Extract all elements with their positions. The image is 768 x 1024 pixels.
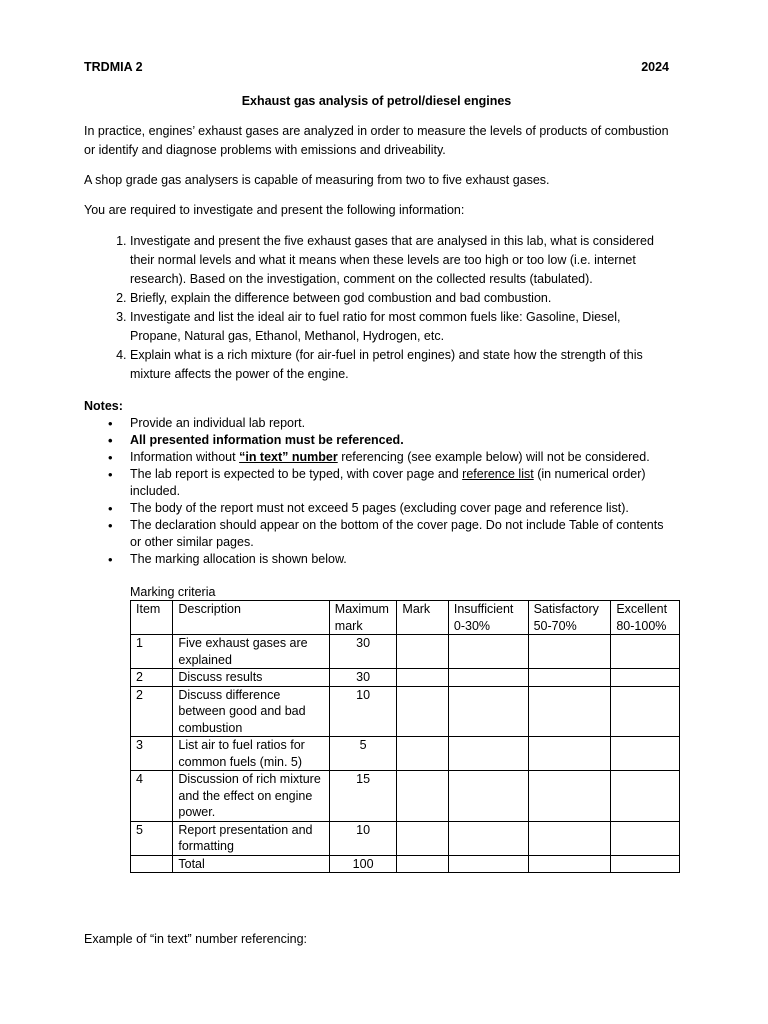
cell-insufficient — [448, 821, 528, 855]
cell-max: 100 — [329, 855, 397, 873]
intro-paragraph-2: A shop grade gas analysers is capable of measuring from two to five exhaust gases. — [84, 173, 550, 187]
note-text: Information without — [130, 450, 240, 464]
marking-criteria-label: Marking criteria — [130, 585, 216, 599]
cell-max: 15 — [329, 771, 397, 822]
year: 2024 — [641, 60, 669, 74]
cell-description: Discuss difference between good and bad combustion — [173, 686, 329, 737]
cell-item: 3 — [131, 737, 173, 771]
cell-satisfactory — [528, 737, 611, 771]
note-item: • Provide an individual lab report. — [130, 415, 669, 432]
cell-description: Discussion of rich mixture and the effect on engine power. — [173, 771, 329, 822]
document-page — [84, 60, 669, 873]
cell-satisfactory — [528, 855, 611, 873]
notes-heading: Notes: — [84, 399, 123, 413]
header-description: Description — [173, 601, 329, 635]
course-code: TRDMIA 2 — [84, 60, 143, 74]
cell-item: 4 — [131, 771, 173, 822]
header-maximum-mark: Maximum mark — [329, 601, 397, 635]
note-item — [130, 466, 669, 500]
note-text: The lab report is expected to be typed, with cover page and — [130, 467, 463, 481]
header-insufficient: Insufficient 0-30% — [448, 601, 528, 635]
cell-max: 30 — [329, 635, 397, 669]
cell-excellent — [611, 669, 680, 687]
cell-mark — [397, 855, 448, 873]
task-item: 4. Explain what is a rich mixture (for air-fuel in petrol engines) and state how the strength of this mixture affects the power of the engine. — [130, 346, 669, 384]
cell-excellent — [611, 737, 680, 771]
header-mark: Mark — [397, 601, 448, 635]
cell-mark — [397, 669, 448, 687]
cell-insufficient — [448, 669, 528, 687]
notes-list — [84, 415, 669, 568]
cell-mark — [397, 821, 448, 855]
cell-description: Total — [173, 855, 329, 873]
table-total-row — [131, 855, 680, 873]
task-item: 2. Briefly, explain the difference between god combustion and bad combustion. — [130, 289, 669, 308]
note-item: • All presented information must be referenced. — [130, 432, 669, 449]
intro-paragraph-3: You are required to investigate and present the following information: — [84, 203, 465, 217]
cell-satisfactory — [528, 771, 611, 822]
cell-description: Report presentation and formatting — [173, 821, 329, 855]
task-item: 1. Investigate and present the five exhaust gases that are analysed in this lab, what is considered their normal levels and what it means when these levels are too high or too low (i.e. internet research). Based on the investigation, comment on the collected results (tabulated). — [130, 232, 669, 289]
cell-max: 10 — [329, 686, 397, 737]
table-row — [131, 771, 680, 822]
table-row — [131, 737, 680, 771]
cell-excellent — [611, 771, 680, 822]
cell-insufficient — [448, 737, 528, 771]
note-item — [130, 449, 669, 466]
table-header-row — [131, 601, 680, 635]
cell-excellent — [611, 821, 680, 855]
note-item: • The marking allocation is shown below. — [130, 551, 669, 568]
cell-mark — [397, 635, 448, 669]
cell-mark — [397, 737, 448, 771]
example-heading: Example of “in text” number referencing: — [84, 932, 308, 946]
cell-satisfactory — [528, 686, 611, 737]
cell-insufficient — [448, 771, 528, 822]
header-satisfactory: Satisfactory 50-70% — [528, 601, 611, 635]
cell-max: 5 — [329, 737, 397, 771]
document-header — [84, 60, 669, 78]
table-row — [131, 686, 680, 737]
header-item: Item — [131, 601, 173, 635]
cell-max: 30 — [329, 669, 397, 687]
cell-item: 2 — [131, 686, 173, 737]
note-emphasis: reference list — [462, 467, 534, 481]
cell-max: 10 — [329, 821, 397, 855]
marking-table — [130, 600, 680, 873]
cell-item — [131, 855, 173, 873]
cell-mark — [397, 686, 448, 737]
cell-mark — [397, 771, 448, 822]
cell-insufficient — [448, 686, 528, 737]
cell-excellent — [611, 686, 680, 737]
cell-insufficient — [448, 855, 528, 873]
table-row — [131, 635, 680, 669]
cell-item: 2 — [131, 669, 173, 687]
cell-description: Five exhaust gases are explained — [173, 635, 329, 669]
intro-paragraph-1: In practice, engines’ exhaust gases are analyzed in order to measure the levels of products of combustion or identify and diagnose problems with emissions and driveability. — [84, 124, 669, 157]
note-item: • The body of the report must not exceed 5 pages (excluding cover page and reference list). — [130, 500, 669, 517]
note-emphasis: “in text” number — [239, 450, 338, 464]
cell-item: 1 — [131, 635, 173, 669]
note-text: referencing (see example below) will not be considered. — [337, 450, 650, 464]
table-row — [131, 669, 680, 687]
note-text: (in numerical order) included. — [130, 467, 646, 498]
cell-insufficient — [448, 635, 528, 669]
document-title: Exhaust gas analysis of petrol/diesel engines — [241, 94, 512, 108]
task-item: 3. Investigate and list the ideal air to fuel ratio for most common fuels like: Gasoline, Diesel, Propane, Natural gas, Ethanol, Methanol, Hydrogen, etc. — [130, 308, 669, 346]
cell-description: Discuss results — [173, 669, 329, 687]
table-row — [131, 821, 680, 855]
cell-description: List air to fuel ratios for common fuels (min. 5) — [173, 737, 329, 771]
header-excellent: Excellent 80-100% — [611, 601, 680, 635]
note-item: • The declaration should appear on the bottom of the cover page. Do not include Table of contents or other similar pages. — [130, 517, 669, 551]
cell-satisfactory — [528, 821, 611, 855]
cell-satisfactory — [528, 669, 611, 687]
task-list — [84, 232, 669, 384]
cell-item: 5 — [131, 821, 173, 855]
cell-satisfactory — [528, 635, 611, 669]
cell-excellent — [611, 855, 680, 873]
cell-excellent — [611, 635, 680, 669]
